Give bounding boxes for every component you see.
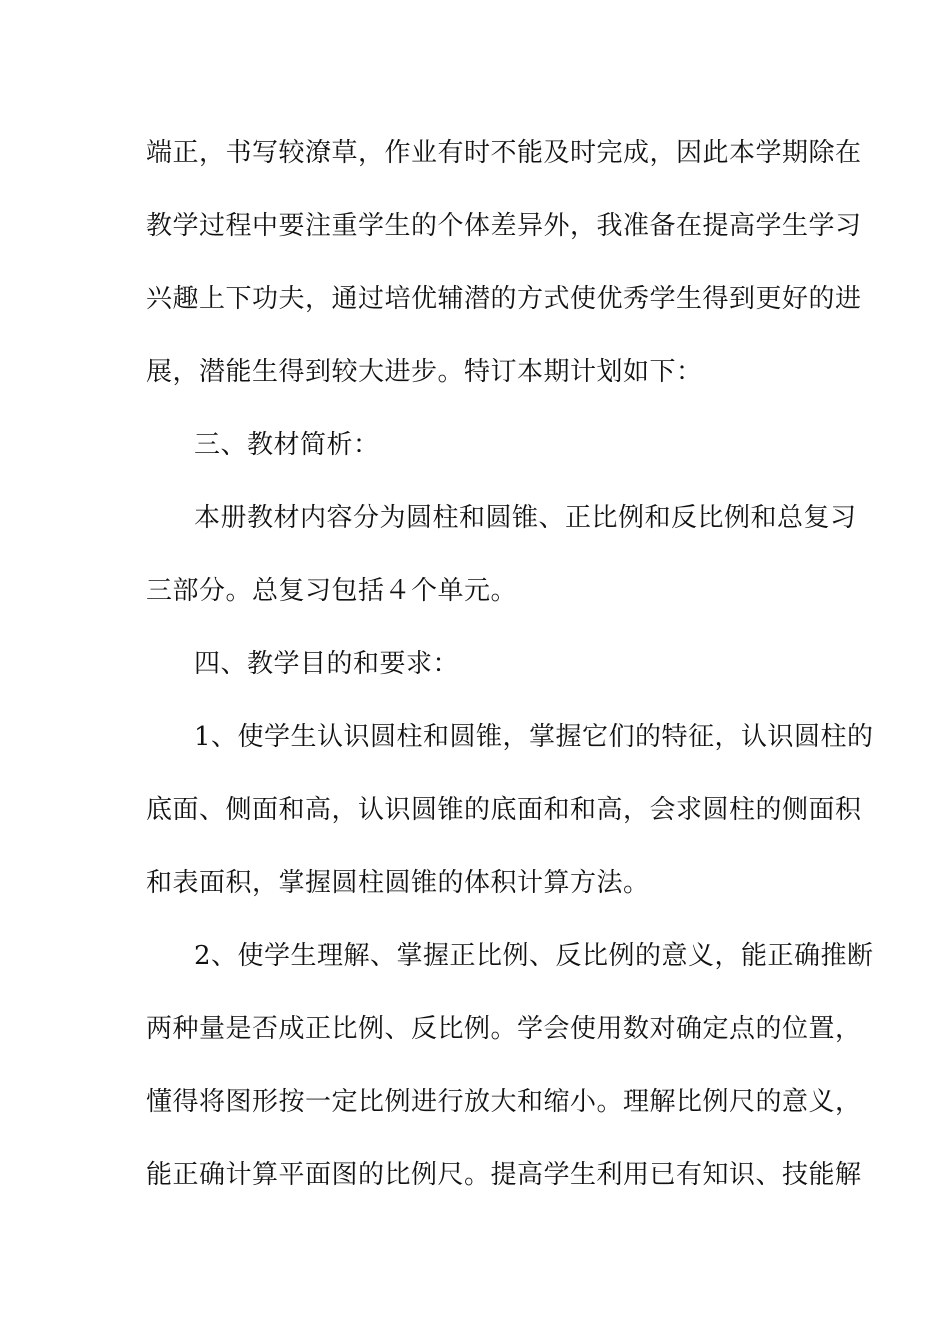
- text-line: 1、使学生认识圆柱和圆锥，掌握它们的特征，认识圆柱的: [194, 722, 874, 752]
- text-line: 三部分。总复习包括４个单元。: [146, 576, 518, 606]
- text-line: 底面、侧面和高，认识圆锥的底面和和高，会求圆柱的侧面积: [146, 795, 862, 825]
- text-line: 展，潜能生得到较大进步。特订本期计划如下：: [146, 357, 703, 387]
- text-line: 2、使学生理解、掌握正比例、反比例的意义，能正确推断: [194, 941, 874, 971]
- text-line: 兴趣上下功夫，通过培优辅潜的方式使优秀学生得到更好的进: [146, 284, 862, 314]
- text-line: 两种量是否成正比例、反比例。学会使用数对确定点的位置，: [146, 1014, 862, 1044]
- text-line: 教学过程中要注重学生的个体差异外，我准备在提高学生学习: [146, 211, 862, 241]
- section-heading: 三、教材简析：: [194, 430, 380, 460]
- text-line: 懂得将图形按一定比例进行放大和缩小。理解比例尺的意义，: [146, 1087, 862, 1117]
- text-line: 能正确计算平面图的比例尺。提高学生利用已有知识、技能解: [146, 1160, 862, 1190]
- text-line: 端正，书写较潦草，作业有时不能及时完成，因此本学期除在: [146, 138, 862, 168]
- text-line: 和表面积，掌握圆柱圆锥的体积计算方法。: [146, 868, 650, 898]
- section-heading: 四、教学目的和要求：: [194, 649, 460, 679]
- text-line: 本册教材内容分为圆柱和圆锥、正比例和反比例和总复习: [194, 503, 857, 533]
